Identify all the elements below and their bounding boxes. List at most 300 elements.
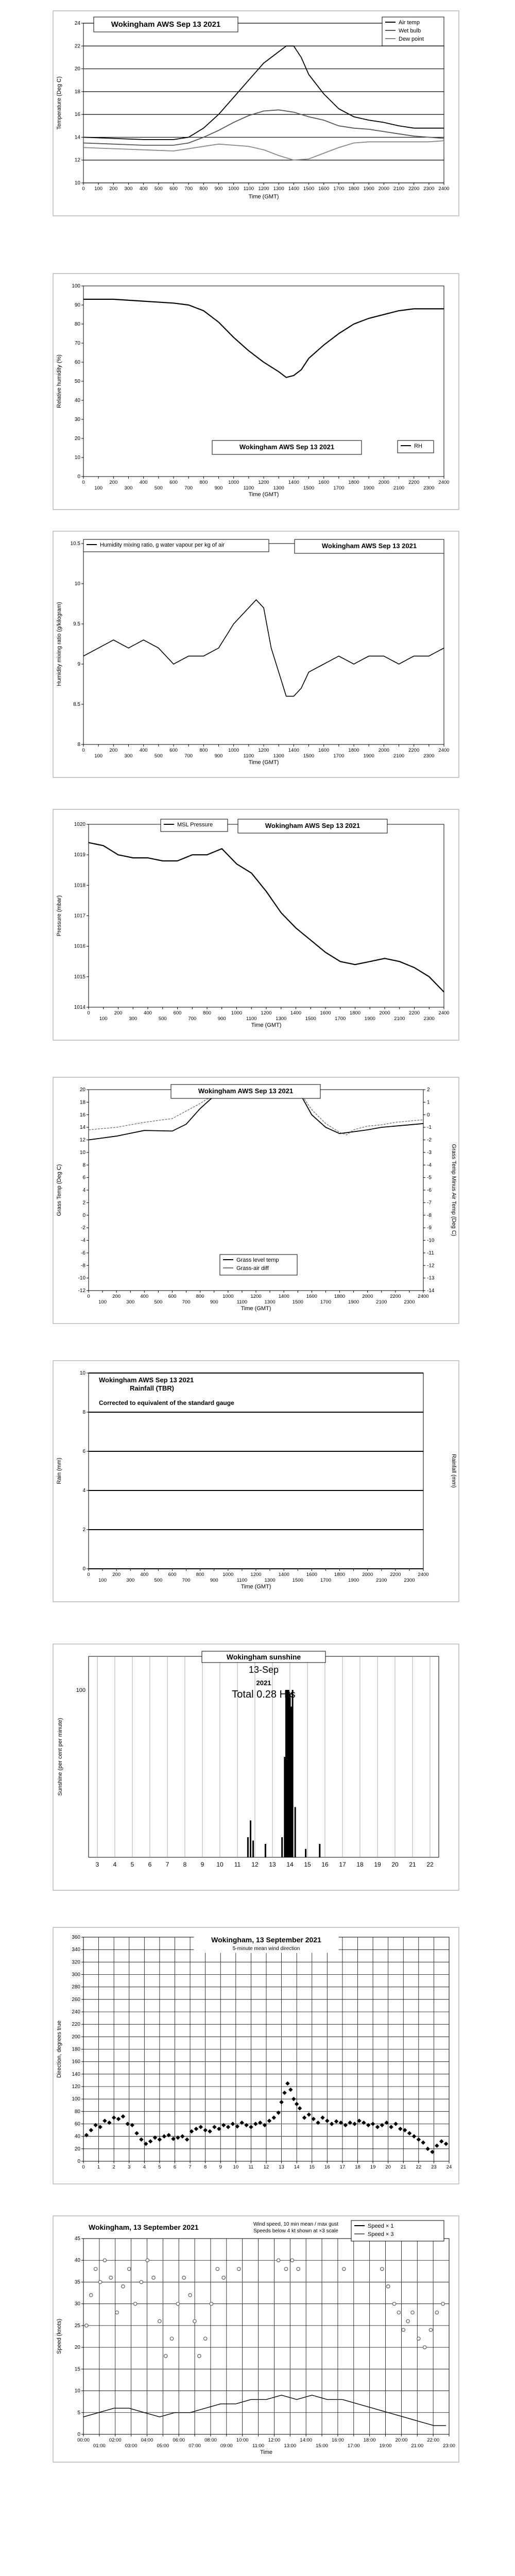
- speed-x3-point: [216, 2267, 219, 2270]
- y-tick-label: 100: [76, 1687, 85, 1693]
- x-tick-label: 600: [168, 1294, 177, 1299]
- y-tick-label: 1017: [74, 913, 85, 919]
- speed-x3-point: [115, 2311, 118, 2314]
- x-tick-label: 1500: [303, 753, 315, 759]
- y-tick-label: 2: [82, 1200, 85, 1206]
- x-tick-label: 1: [97, 2164, 100, 2170]
- chart-title: Wokingham AWS Sep 13 2021: [198, 1087, 294, 1095]
- x-tick-label: 1000: [231, 1010, 243, 1016]
- chart-subtitle: 5-minute mean wind direction: [232, 1946, 300, 1952]
- x-tick-label: 15: [304, 1861, 311, 1868]
- chart-title: Wokingham AWS Sep 13 2021: [239, 443, 335, 451]
- y-tick-label: 240: [72, 2009, 80, 2015]
- speed-x3-point: [98, 2280, 101, 2283]
- chart-grass-temp-svg: [53, 1077, 459, 1324]
- y2-axis-label: Rainfall (mm): [451, 1454, 457, 1488]
- x-tick-label: 00:00: [77, 2437, 90, 2443]
- speed-x3-point: [133, 2302, 136, 2305]
- y2-tick-label: 0: [427, 1112, 430, 1118]
- x-axis-label: Time (GMT): [248, 759, 279, 766]
- x-tick-label: 700: [182, 1578, 191, 1583]
- chart-wind-speed: [53, 2215, 459, 2463]
- panel-border: [53, 2216, 459, 2462]
- sunshine-bar: [319, 1844, 320, 1857]
- x-tick-label: 2200: [390, 1294, 401, 1299]
- y-tick-label: 25: [74, 2323, 80, 2329]
- y-tick-label: 20: [74, 2146, 80, 2152]
- speed-x3-point: [290, 2259, 294, 2262]
- speed-x3-point: [203, 2337, 207, 2340]
- x-tick-label: 800: [199, 480, 208, 485]
- speed-x3-point: [222, 2276, 225, 2279]
- x-tick-label: 1100: [243, 485, 254, 491]
- x-axis-label: Time: [260, 2449, 273, 2455]
- y-tick-label: 18: [79, 1099, 85, 1106]
- x-tick-label: 2100: [393, 186, 405, 192]
- speed-x3-point: [140, 2280, 143, 2283]
- x-tick-label: 20: [391, 1861, 399, 1868]
- y-tick-label: 120: [72, 2084, 80, 2090]
- x-tick-label: 300: [124, 753, 133, 759]
- x-tick-label: 16: [321, 1861, 329, 1868]
- chart-note: Speeds below 4 kt shown at ×3 scale: [253, 2228, 338, 2234]
- x-tick-label: 1600: [318, 480, 330, 485]
- x-tick-label: 0: [87, 1294, 90, 1299]
- x-tick-label: 20:00: [395, 2437, 408, 2443]
- y2-tick-label: -2: [427, 1137, 432, 1143]
- x-tick-label: 1100: [246, 1016, 257, 1022]
- x-tick-label: 02:00: [109, 2437, 122, 2443]
- sunshine-bar: [247, 1837, 249, 1857]
- x-tick-label: 1100: [243, 186, 254, 192]
- x-tick-label: 6: [148, 1861, 152, 1868]
- y-tick-label: -2: [81, 1225, 85, 1231]
- y-tick-label: 16: [79, 1112, 85, 1118]
- x-tick-label: 11: [234, 1861, 241, 1868]
- x-tick-label: 1900: [363, 186, 374, 192]
- x-tick-label: 1400: [288, 186, 299, 192]
- x-tick-label: 300: [126, 1578, 135, 1583]
- y2-tick-label: -14: [427, 1288, 435, 1294]
- x-tick-label: 1300: [273, 753, 284, 759]
- chart-date: 13-Sep: [248, 1665, 279, 1675]
- x-tick-label: 5: [158, 2164, 161, 2170]
- x-tick-label: 4: [143, 2164, 146, 2170]
- chart-year: 2021: [256, 1679, 271, 1687]
- x-tick-label: 900: [217, 1016, 226, 1022]
- y-tick-label: 220: [72, 2022, 80, 2028]
- x-tick-label: 18: [356, 1861, 364, 1868]
- x-tick-label: 1300: [273, 485, 284, 491]
- x-tick-label: 2400: [418, 1294, 429, 1299]
- chart-title: Wokingham AWS Sep 13 2021: [321, 542, 417, 550]
- x-tick-label: 2400: [418, 1572, 429, 1578]
- y-tick-label: 8: [82, 1410, 85, 1415]
- x-tick-label: 21: [400, 2164, 406, 2170]
- speed-x3-point: [94, 2267, 97, 2270]
- speed-x3-point: [423, 2346, 426, 2349]
- legend-label: MSL Pressure: [177, 822, 213, 828]
- x-tick-label: 2100: [376, 1578, 387, 1583]
- sunshine-bar: [305, 1849, 306, 1857]
- y2-tick-label: -13: [427, 1275, 435, 1281]
- x-tick-label: 700: [188, 1016, 197, 1022]
- y-tick-label: 15: [74, 2366, 80, 2372]
- x-tick-label: 700: [182, 1299, 191, 1305]
- y-tick-label: 1019: [74, 852, 85, 858]
- x-tick-label: 200: [109, 748, 118, 753]
- x-tick-label: 13: [279, 2164, 284, 2170]
- chart-pressure-svg: [53, 809, 459, 1041]
- x-tick-label: 1700: [320, 1578, 331, 1583]
- chart-title: Wokingham AWS Sep 13 2021: [99, 1376, 194, 1384]
- panel-border: [53, 531, 459, 777]
- x-tick-label: 700: [184, 753, 193, 759]
- x-tick-label: 03:00: [125, 2443, 138, 2449]
- speed-x3-point: [210, 2302, 213, 2305]
- x-tick-label: 12: [263, 2164, 269, 2170]
- x-tick-label: 2200: [390, 1572, 401, 1578]
- y-tick-label: -12: [78, 1288, 85, 1294]
- x-tick-label: 900: [210, 1578, 218, 1583]
- speed-x3-point: [122, 2285, 125, 2288]
- x-tick-label: 1500: [292, 1299, 303, 1305]
- x-tick-label: 1100: [243, 753, 254, 759]
- x-tick-label: 5: [130, 1861, 134, 1868]
- y-tick-label: -6: [81, 1250, 85, 1256]
- chart-grass-temp: [53, 1077, 459, 1324]
- x-tick-label: 14: [286, 1861, 294, 1868]
- y2-tick-label: -9: [427, 1225, 432, 1231]
- x-tick-label: 12: [251, 1861, 259, 1868]
- chart-title: Wokingham, 13 September 2021: [89, 2223, 199, 2231]
- speed-x3-point: [198, 2354, 201, 2358]
- x-tick-label: 1200: [258, 748, 269, 753]
- x-tick-label: 0: [82, 748, 85, 753]
- y-tick-label: 0: [82, 1212, 85, 1218]
- x-tick-label: 2: [112, 2164, 115, 2170]
- y-axis-label: Pressure (mbar): [56, 895, 62, 937]
- x-tick-label: 2200: [408, 186, 420, 192]
- x-tick-label: 0: [82, 186, 85, 192]
- x-tick-label: 22: [426, 1861, 434, 1868]
- x-tick-label: 1500: [303, 186, 315, 192]
- sunshine-bar: [288, 1690, 289, 1857]
- x-tick-label: 1900: [348, 1578, 359, 1583]
- x-tick-label: 2100: [393, 485, 405, 491]
- x-tick-label: 200: [109, 480, 118, 485]
- speed-x3-point: [90, 2294, 93, 2297]
- x-tick-label: 1800: [349, 1010, 361, 1016]
- x-tick-label: 700: [184, 485, 193, 491]
- x-tick-label: 2400: [438, 1010, 450, 1016]
- sunshine-bar: [284, 1757, 285, 1857]
- speed-x3-point: [397, 2311, 400, 2314]
- x-tick-label: 0: [82, 2164, 85, 2170]
- y-tick-label: 140: [72, 2071, 80, 2077]
- y-tick-label: 2: [82, 1527, 85, 1533]
- x-tick-label: 600: [168, 1572, 177, 1578]
- x-tick-label: 900: [214, 186, 223, 192]
- x-tick-label: 2200: [408, 480, 420, 485]
- y2-tick-label: -3: [427, 1149, 432, 1156]
- x-tick-label: 1200: [258, 480, 269, 485]
- x-tick-label: 1000: [222, 1572, 234, 1578]
- y-tick-label: 22: [74, 43, 80, 49]
- x-tick-label: 1400: [288, 748, 299, 753]
- x-tick-label: 2200: [408, 1010, 420, 1016]
- x-tick-label: 1700: [320, 1299, 331, 1305]
- x-tick-label: 3: [128, 2164, 131, 2170]
- speed-x3-point: [146, 2259, 149, 2262]
- y-tick-label: 45: [74, 2236, 80, 2242]
- x-tick-label: 100: [98, 1578, 107, 1583]
- speed-x3-point: [417, 2337, 420, 2340]
- x-tick-label: 200: [109, 186, 118, 192]
- y-tick-label: 40: [74, 2258, 80, 2264]
- x-axis-label: Time (GMT): [248, 492, 279, 498]
- y-axis-label: Rain (mm): [56, 1458, 62, 1484]
- x-tick-label: 2200: [408, 748, 420, 753]
- x-tick-label: 300: [124, 186, 133, 192]
- y-tick-label: 8: [77, 742, 80, 748]
- x-tick-label: 600: [169, 480, 178, 485]
- sunshine-bar: [292, 1690, 294, 1857]
- x-tick-label: 15: [309, 2164, 315, 2170]
- x-tick-label: 2000: [378, 748, 389, 753]
- legend-label: RH: [414, 443, 422, 449]
- x-tick-label: 1300: [264, 1578, 276, 1583]
- chart-rainfall: [53, 1360, 459, 1602]
- y-tick-label: -4: [81, 1238, 85, 1244]
- y-tick-label: 6: [82, 1175, 85, 1181]
- x-tick-label: 1200: [250, 1572, 262, 1578]
- x-tick-label: 8: [183, 1861, 187, 1868]
- panel-border: [53, 1077, 459, 1324]
- y-tick-label: 12: [79, 1137, 85, 1143]
- x-tick-label: 1800: [348, 480, 359, 485]
- x-tick-label: 2300: [404, 1299, 415, 1305]
- x-tick-label: 11:00: [252, 2443, 265, 2449]
- x-tick-label: 1400: [288, 480, 299, 485]
- x-tick-label: 800: [196, 1572, 204, 1578]
- speed-x3-point: [297, 2267, 300, 2270]
- y-tick-label: 180: [72, 2046, 80, 2053]
- x-tick-label: 400: [144, 1010, 152, 1016]
- y-tick-label: 20: [79, 1087, 85, 1093]
- y-tick-label: 6: [82, 1449, 85, 1454]
- speed-x3-point: [85, 2324, 88, 2327]
- sunshine-bar: [295, 1807, 296, 1858]
- speed-x3-point: [342, 2267, 346, 2270]
- x-tick-label: 400: [139, 186, 148, 192]
- x-tick-label: 13: [269, 1861, 276, 1868]
- chart-mixing-ratio: [53, 531, 459, 778]
- x-tick-label: 400: [140, 1572, 149, 1578]
- speed-x3-point: [411, 2311, 414, 2314]
- x-tick-label: 200: [114, 1010, 123, 1016]
- y-axis-label: Speed (knots): [56, 2318, 62, 2354]
- sunshine-bar: [250, 1821, 251, 1858]
- x-tick-label: 0: [87, 1572, 90, 1578]
- y-tick-label: 80: [74, 2109, 80, 2115]
- x-tick-label: 18: [355, 2164, 360, 2170]
- x-tick-label: 1000: [228, 186, 239, 192]
- chart-note: Corrected to equivalent of the standard gauge: [99, 1399, 234, 1406]
- x-tick-label: 1700: [333, 753, 345, 759]
- y-tick-label: 90: [74, 302, 80, 308]
- x-tick-label: 1200: [258, 186, 269, 192]
- x-tick-label: 600: [173, 1010, 182, 1016]
- speed-x3-point: [406, 2319, 409, 2323]
- legend-label: Humidity mixing ratio, g water vapour per kg of air: [100, 542, 225, 548]
- y-tick-label: 0: [77, 474, 80, 480]
- legend-label: Speed × 1: [368, 2223, 394, 2229]
- x-tick-label: 19: [374, 1861, 381, 1868]
- x-tick-label: 16: [324, 2164, 330, 2170]
- chart-title: Wokingham AWS Sep 13 2021: [265, 822, 360, 829]
- x-tick-label: 1000: [228, 480, 239, 485]
- speed-x3-point: [176, 2302, 179, 2305]
- chart-humidity-svg: [53, 273, 459, 510]
- x-tick-label: 1700: [333, 186, 345, 192]
- x-tick-label: 500: [154, 1299, 163, 1305]
- x-tick-label: 1600: [306, 1572, 317, 1578]
- x-tick-label: 06:00: [173, 2437, 185, 2443]
- x-tick-label: 900: [214, 485, 223, 491]
- x-tick-label: 4: [113, 1861, 117, 1868]
- x-tick-label: 1800: [348, 186, 359, 192]
- x-tick-label: 17:00: [347, 2443, 360, 2449]
- y-tick-label: 100: [72, 283, 80, 289]
- x-tick-label: 500: [154, 186, 163, 192]
- speed-x3-point: [277, 2259, 280, 2262]
- x-tick-label: 19: [370, 2164, 376, 2170]
- x-tick-label: 2300: [423, 753, 435, 759]
- y-tick-label: 340: [72, 1947, 80, 1953]
- y-tick-label: 30: [74, 2301, 80, 2307]
- x-tick-label: 2400: [438, 186, 450, 192]
- y-tick-label: 1014: [74, 1005, 85, 1010]
- x-tick-label: 1400: [278, 1572, 289, 1578]
- speed-x3-point: [164, 2354, 167, 2358]
- x-tick-label: 100: [94, 753, 103, 759]
- x-tick-label: 15:00: [316, 2443, 328, 2449]
- sunshine-bar: [289, 1693, 291, 1858]
- x-tick-label: 300: [126, 1299, 135, 1305]
- x-tick-label: 14:00: [300, 2437, 313, 2443]
- x-tick-label: 04:00: [141, 2437, 153, 2443]
- x-tick-label: 2100: [394, 1016, 405, 1022]
- y-tick-label: 35: [74, 2279, 80, 2285]
- chart-temperature-svg: [53, 10, 459, 216]
- y-tick-label: 8.5: [73, 702, 80, 707]
- chart-sunshine-svg: [53, 1643, 459, 1891]
- y-tick-label: 0: [77, 2159, 80, 2164]
- speed-x3-point: [392, 2302, 396, 2305]
- x-tick-label: 1600: [318, 748, 330, 753]
- x-tick-label: 1100: [236, 1578, 248, 1583]
- speed-x3-point: [237, 2267, 241, 2270]
- speed-x3-point: [381, 2267, 384, 2270]
- y-axis-label: Temperature (Deg C): [56, 76, 62, 130]
- legend: [351, 2221, 444, 2241]
- x-tick-label: 1300: [276, 1016, 287, 1022]
- x-tick-label: 9: [219, 2164, 222, 2170]
- y-tick-label: 10: [74, 455, 80, 461]
- speed-x3-point: [193, 2319, 196, 2323]
- x-tick-label: 08:00: [204, 2437, 217, 2443]
- speed-x3-point: [170, 2337, 173, 2340]
- x-tick-label: 600: [169, 748, 178, 753]
- x-axis-label: Time (GMT): [248, 194, 279, 200]
- x-tick-label: 19:00: [379, 2443, 392, 2449]
- y-tick-label: 18: [74, 89, 80, 95]
- y-tick-label: 10: [74, 180, 80, 186]
- y-tick-label: 70: [74, 341, 80, 346]
- x-tick-label: 2000: [362, 1572, 373, 1578]
- x-tick-label: 500: [158, 1016, 167, 1022]
- speed-x3-point: [429, 2328, 432, 2331]
- x-tick-label: 900: [214, 753, 223, 759]
- y-tick-label: 260: [72, 1996, 80, 2003]
- x-tick-label: 1900: [363, 485, 374, 491]
- speed-x3-point: [386, 2285, 389, 2288]
- y-tick-label: 80: [74, 321, 80, 327]
- x-tick-label: 05:00: [157, 2443, 169, 2449]
- speed-x3-point: [402, 2328, 405, 2331]
- x-tick-label: 22:00: [427, 2437, 440, 2443]
- chart-sunshine: [53, 1643, 459, 1891]
- x-tick-label: 6: [173, 2164, 177, 2170]
- panel-border: [53, 274, 459, 510]
- x-tick-label: 1600: [318, 186, 330, 192]
- x-tick-label: 1700: [335, 1016, 346, 1022]
- x-tick-label: 10:00: [236, 2437, 249, 2443]
- speed-x3-point: [441, 2302, 444, 2305]
- y-tick-label: 20: [74, 436, 80, 442]
- y-tick-label: 5: [77, 2410, 80, 2416]
- x-tick-label: 1300: [264, 1299, 276, 1305]
- speed-x3-point: [158, 2319, 161, 2323]
- x-tick-label: 300: [129, 1016, 138, 1022]
- y2-tick-label: 2: [427, 1087, 430, 1093]
- y-tick-label: 24: [74, 21, 80, 26]
- chart-title: Wokingham, 13 September 2021: [211, 1936, 321, 1944]
- y-tick-label: 40: [74, 398, 80, 403]
- chart-wind-direction-svg: [53, 1927, 459, 2184]
- x-tick-label: 7: [188, 2164, 192, 2170]
- x-tick-label: 100: [98, 1299, 107, 1305]
- y-axis-label: Sunshine (per cent per minute): [57, 1718, 63, 1796]
- x-tick-label: 1200: [261, 1010, 272, 1016]
- x-tick-label: 200: [112, 1294, 121, 1299]
- y-tick-label: 40: [74, 2133, 80, 2140]
- speed-x3-point: [284, 2267, 287, 2270]
- x-tick-label: 2400: [438, 748, 450, 753]
- y2-tick-label: -6: [427, 1188, 432, 1193]
- y-axis-label: Direction, degrees true: [56, 2020, 62, 2078]
- chart-wind-speed-svg: [53, 2215, 459, 2463]
- x-tick-label: 800: [199, 186, 208, 192]
- x-tick-label: 1900: [363, 753, 374, 759]
- y-tick-label: 10: [79, 1370, 85, 1376]
- x-tick-label: 1500: [305, 1016, 316, 1022]
- y-tick-label: 60: [74, 360, 80, 365]
- y-tick-label: -10: [78, 1275, 85, 1281]
- x-tick-label: 2300: [423, 1016, 435, 1022]
- chart-mixing-ratio-svg: [53, 531, 459, 778]
